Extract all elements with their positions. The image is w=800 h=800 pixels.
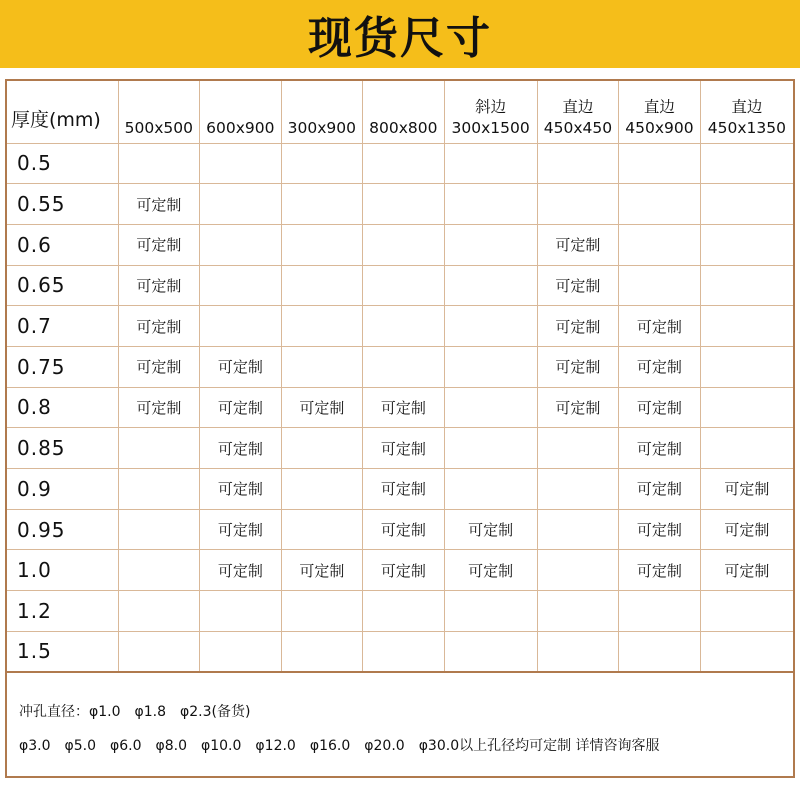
availability-cell: 可定制: [363, 509, 445, 550]
availability-cell: 可定制: [537, 387, 619, 428]
thickness-cell: 0.75: [6, 346, 118, 387]
availability-cell: [700, 143, 794, 184]
availability-cell: 可定制: [118, 306, 200, 347]
availability-cell: [700, 184, 794, 225]
availability-cell: [444, 469, 537, 510]
availability-cell: 可定制: [363, 387, 445, 428]
availability-cell: 可定制: [700, 550, 794, 591]
availability-cell: [363, 265, 445, 306]
availability-cell: [200, 265, 282, 306]
availability-cell: [537, 184, 619, 225]
availability-cell: [700, 631, 794, 672]
table-row: [6, 631, 794, 672]
availability-cell: [444, 428, 537, 469]
availability-cell: 可定制: [619, 306, 701, 347]
hole-size: φ10.0: [201, 738, 242, 754]
header-text: 600x900: [206, 118, 275, 137]
availability-cell: [281, 143, 363, 184]
note-line-2: [19, 735, 781, 755]
availability-cell: [363, 143, 445, 184]
header-text: 直边: [643, 97, 675, 116]
availability-cell: 可定制: [200, 428, 282, 469]
availability-cell: 可定制: [537, 224, 619, 265]
availability-cell: 可定制: [537, 265, 619, 306]
availability-cell: [118, 509, 200, 550]
availability-cell: [444, 631, 537, 672]
availability-cell: [537, 631, 619, 672]
availability-cell: [363, 591, 445, 632]
availability-cell: [537, 509, 619, 550]
availability-cell: 可定制: [619, 387, 701, 428]
size-table: [5, 79, 795, 673]
availability-cell: [281, 184, 363, 225]
thickness-cell: 0.95: [6, 509, 118, 550]
availability-cell: [200, 591, 282, 632]
punch-hole-note: [5, 671, 795, 778]
availability-cell: 可定制: [281, 550, 363, 591]
availability-cell: [200, 224, 282, 265]
availability-cell: 可定制: [118, 387, 200, 428]
header-size: [700, 80, 794, 143]
availability-cell: [537, 591, 619, 632]
thickness-cell: 0.65: [6, 265, 118, 306]
availability-cell: 可定制: [200, 346, 282, 387]
availability-cell: [537, 143, 619, 184]
table-row: [6, 550, 794, 591]
availability-cell: [619, 591, 701, 632]
availability-cell: [118, 631, 200, 672]
availability-cell: 可定制: [700, 509, 794, 550]
availability-cell: [363, 346, 445, 387]
header-text: 450x1350: [707, 118, 786, 137]
thickness-cell: 0.6: [6, 224, 118, 265]
hole-size: 冲孔直径：φ1.0: [19, 704, 121, 720]
header-size: [444, 80, 537, 143]
thickness-cell: 0.85: [6, 428, 118, 469]
availability-cell: 可定制: [200, 509, 282, 550]
availability-cell: [444, 224, 537, 265]
header-text: 450x900: [625, 118, 694, 137]
title-banner: [0, 0, 800, 68]
header-size: [118, 80, 200, 143]
availability-cell: 可定制: [700, 469, 794, 510]
header-text: 800x800: [369, 118, 438, 137]
availability-cell: [700, 346, 794, 387]
table-row: [6, 306, 794, 347]
availability-cell: [200, 143, 282, 184]
availability-cell: [444, 265, 537, 306]
availability-cell: 可定制: [619, 428, 701, 469]
availability-cell: [281, 224, 363, 265]
availability-cell: [118, 591, 200, 632]
table-row: [6, 387, 794, 428]
availability-cell: 可定制: [537, 346, 619, 387]
header-text: 斜边: [475, 97, 507, 116]
availability-cell: [619, 184, 701, 225]
availability-cell: [700, 265, 794, 306]
hole-size: φ3.0: [19, 738, 51, 754]
table-row: [6, 346, 794, 387]
header-thickness: 厚度(mm): [6, 80, 118, 143]
hole-size: φ5.0: [64, 738, 96, 754]
availability-cell: [444, 143, 537, 184]
availability-cell: [200, 184, 282, 225]
availability-cell: 可定制: [619, 509, 701, 550]
availability-cell: 可定制: [619, 469, 701, 510]
availability-cell: [281, 591, 363, 632]
availability-cell: [444, 306, 537, 347]
thickness-cell: 1.2: [6, 591, 118, 632]
availability-cell: [118, 550, 200, 591]
header-size: [200, 80, 282, 143]
thickness-cell: 1.5: [6, 631, 118, 672]
availability-cell: [700, 428, 794, 469]
availability-cell: [281, 469, 363, 510]
availability-cell: [118, 143, 200, 184]
availability-cell: 可定制: [118, 265, 200, 306]
availability-cell: 可定制: [363, 550, 445, 591]
availability-cell: [444, 387, 537, 428]
availability-cell: [619, 265, 701, 306]
availability-cell: 可定制: [444, 509, 537, 550]
availability-cell: [444, 184, 537, 225]
hole-size: φ16.0: [309, 738, 351, 754]
hole-size: φ20.0: [364, 738, 405, 754]
availability-cell: 可定制: [363, 428, 445, 469]
availability-cell: 可定制: [444, 550, 537, 591]
availability-cell: [700, 224, 794, 265]
availability-cell: [363, 224, 445, 265]
availability-cell: [200, 306, 282, 347]
header-size: [363, 80, 445, 143]
availability-cell: [619, 631, 701, 672]
availability-cell: [619, 224, 701, 265]
header-row: [6, 80, 794, 143]
thickness-cell: 0.9: [6, 469, 118, 510]
header-size: [537, 80, 619, 143]
availability-cell: 可定制: [200, 469, 282, 510]
availability-cell: [537, 428, 619, 469]
header-size: [619, 80, 701, 143]
header-size: [281, 80, 363, 143]
hole-size: φ6.0: [110, 738, 142, 754]
header-text: 直边: [562, 97, 594, 116]
availability-cell: [700, 387, 794, 428]
table-row: [6, 428, 794, 469]
availability-cell: [281, 346, 363, 387]
availability-cell: 可定制: [619, 346, 701, 387]
table-row: [6, 184, 794, 225]
header-text: 300x1500: [451, 118, 530, 137]
availability-cell: 可定制: [118, 224, 200, 265]
note-line-1: [19, 701, 781, 721]
table-row: [6, 509, 794, 550]
availability-cell: [444, 346, 537, 387]
availability-cell: [619, 143, 701, 184]
availability-cell: [281, 509, 363, 550]
thickness-cell: 0.7: [6, 306, 118, 347]
header-text: 直边: [731, 97, 763, 116]
header-text: 300x900: [287, 118, 356, 137]
availability-cell: [281, 428, 363, 469]
availability-cell: 可定制: [118, 346, 200, 387]
hole-size: φ2.3(备货): [180, 704, 251, 720]
availability-cell: 可定制: [200, 550, 282, 591]
header-text: 450x450: [543, 118, 613, 137]
header-text: 500x500: [124, 118, 193, 137]
availability-cell: 可定制: [118, 184, 200, 225]
availability-cell: [118, 469, 200, 510]
table-row: [6, 591, 794, 632]
thickness-cell: 0.8: [6, 387, 118, 428]
availability-cell: [281, 631, 363, 672]
hole-size: φ30.0以上孔径均可定制 详情咨询客服: [418, 738, 660, 754]
thickness-cell: 0.55: [6, 184, 118, 225]
availability-cell: [281, 306, 363, 347]
availability-cell: [281, 265, 363, 306]
availability-cell: [700, 591, 794, 632]
availability-cell: [363, 306, 445, 347]
availability-cell: [363, 631, 445, 672]
thickness-cell: 1.0: [6, 550, 118, 591]
availability-cell: 可定制: [200, 387, 282, 428]
availability-cell: [200, 631, 282, 672]
availability-cell: [537, 469, 619, 510]
table-row: [6, 469, 794, 510]
hole-size: φ1.8: [134, 704, 166, 720]
availability-cell: [363, 184, 445, 225]
availability-cell: 可定制: [363, 469, 445, 510]
availability-cell: [444, 591, 537, 632]
hole-size: φ12.0: [255, 738, 296, 754]
availability-cell: 可定制: [537, 306, 619, 347]
table-row: [6, 265, 794, 306]
availability-cell: 可定制: [619, 550, 701, 591]
availability-cell: [118, 428, 200, 469]
availability-cell: [537, 550, 619, 591]
availability-cell: [700, 306, 794, 347]
thickness-cell: 0.5: [6, 143, 118, 184]
availability-cell: 可定制: [281, 387, 363, 428]
page-title: 现货尺寸: [308, 13, 492, 64]
hole-size: φ8.0: [155, 738, 187, 754]
table-row: [6, 224, 794, 265]
table-row: [6, 143, 794, 184]
